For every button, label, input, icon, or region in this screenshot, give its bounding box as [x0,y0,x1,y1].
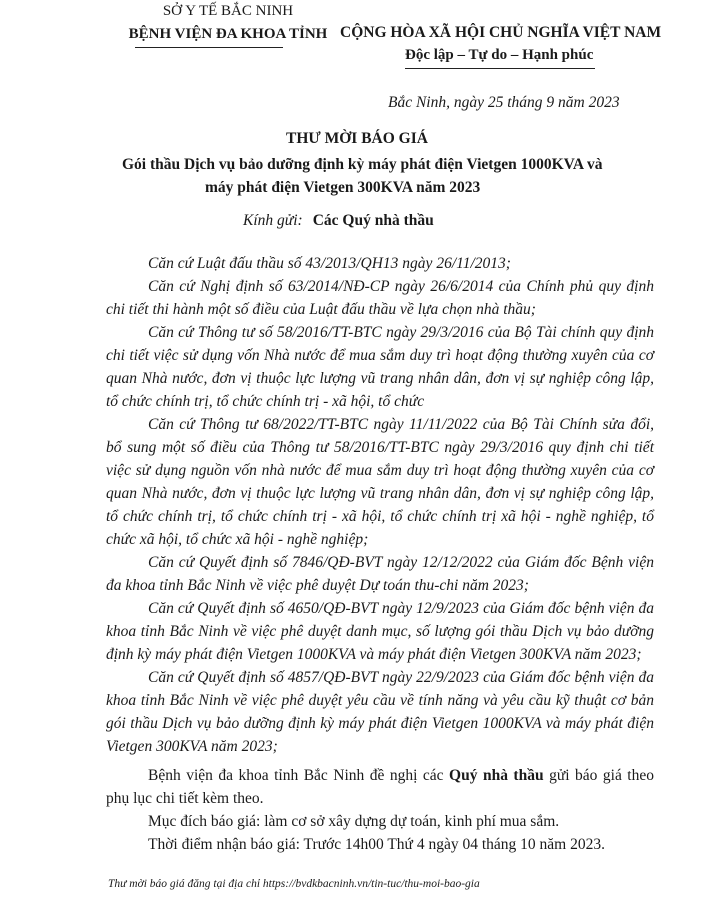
national-motto-subtitle: Độc lập – Tự do – Hạnh phúc [405,47,594,63]
national-motto-title: CỘNG HÒA XÃ HỘI CHỦ NGHĨA VIỆT NAM [340,24,662,41]
greeting [243,212,434,230]
issuing-organization [108,0,348,46]
request-text-before: Bệnh viện đa khoa tỉnh Bắc Ninh đề nghị các [148,767,444,784]
org-line-1: SỞ Y TẾ BẮC NINH [162,3,294,19]
document-title: THƯ MỜI BÁO GIÁ [286,130,428,147]
paragraph-deadline: Thời điểm nhận báo giá: Trước 14h00 Thứ 4 ngày 04 tháng 10 năm 2023. [148,836,605,853]
document-subtitle-line-1: Gói thầu Dịch vụ bảo dưỡng định kỳ máy phát điện Vietgen 1000KVA và [122,156,603,173]
org-line-2: BỆNH VIỆN ĐA KHOA TỈNH [128,26,328,42]
request-recipient: Quý nhà thầu [449,767,544,784]
motto-underline [405,68,595,69]
paragraph-purpose: Mục đích báo giá: làm cơ sở xây dựng dự toán, kinh phí mua sắm. [148,813,560,830]
footer-note: Thư mời báo giá đăng tại địa chỉ https://bvdkbacninh.vn/tin-tuc/thu-moi-bao-gia [108,878,480,890]
paragraph-request [106,764,654,810]
request-text-after: gửi báo giá theo phụ lục chi tiết kèm theo. [106,767,654,807]
document-subtitle-line-2: máy phát điện Vietgen 300KVA năm 2023 [205,179,481,196]
org-underline [135,47,283,48]
paragraph-legal-basis-7: Căn cứ Quyết định số 4857/QĐ-BVT ngày 22/9/2023 của Giám đốc bệnh viện đa khoa tỉnh Bắc Ninh về việc phê duyệt yêu cầu về tính năng và yêu cầu kỹ thuật cơ bản gói thầu Dịch vụ bảo dưỡng định kỳ máy phát điện Vietgen 1000KVA và máy phát điện Vietgen 300KVA năm 2023; [106,669,654,755]
paragraph-legal-basis-4: Căn cứ Thông tư 68/2022/TT-BTC ngày 11/11/2022 của Bộ Tài Chính sửa đổi, bổ sung một số điều của Thông tư 58/2016/TT-BTC ngày 29/3/2016 quy định chi tiết việc sử dụng nguồn vốn nhà nước để mua sắm duy trì hoạt động thường xuyên của cơ quan Nhà nước, đơn vị thuộc lực lượng vũ trang nhân dân, đơn vị sự nghiệp công lập, tổ chức chính trị, tổ chức chính trị - xã hội, tổ chức chính trị xã hội - nghề nghiệp, tổ chức xã hội, tổ chức xã hội - nghề nghiệp; [106,416,654,548]
document-body [106,252,654,856]
greeting-recipient: Các Quý nhà thầu [312,212,434,229]
paragraph-legal-basis-5: Căn cứ Quyết định số 7846/QĐ-BVT ngày 12/12/2022 của Giám đốc Bệnh viện đa khoa tỉnh Bắc Ninh về việc phê duyệt Dự toán thu-chi năm 2023; [106,554,654,594]
document-date: Bắc Ninh, ngày 25 tháng 9 năm 2023 [388,94,620,111]
paragraph-legal-basis-6: Căn cứ Quyết định số 4650/QĐ-BVT ngày 12/9/2023 của Giám đốc bệnh viện đa khoa tỉnh Bắc Ninh về việc phê duyệt danh mục, số lượng gói thầu Dịch vụ bảo dưỡng định kỳ máy phát điện Vietgen 1000KVA và máy phát điện Vietgen 300KVA năm 2023; [106,600,654,663]
paragraph-legal-basis-1: Căn cứ Luật đấu thầu số 43/2013/QH13 ngày 26/11/2013; [148,255,511,272]
paragraph-legal-basis-3: Căn cứ Thông tư số 58/2016/TT-BTC ngày 29/3/2016 của Bộ Tài chính quy định chi tiết việc sử dụng vốn Nhà nước để mua sắm duy trì hoạt động thường xuyên của cơ quan Nhà nước, đơn vị thuộc lực lượng vũ trang nhân dân, đơn vị sự nghiệp công lập, tổ chức chính trị, tổ chức chính trị - xã hội, tổ chức [106,324,654,410]
paragraph-legal-basis-2: Căn cứ Nghị định số 63/2014/NĐ-CP ngày 26/6/2014 của Chính phủ quy định chi tiết thi hành một số điều của Luật đấu thầu về lựa chọn nhà thầu; [106,278,654,318]
greeting-label: Kính gửi: [243,212,303,229]
